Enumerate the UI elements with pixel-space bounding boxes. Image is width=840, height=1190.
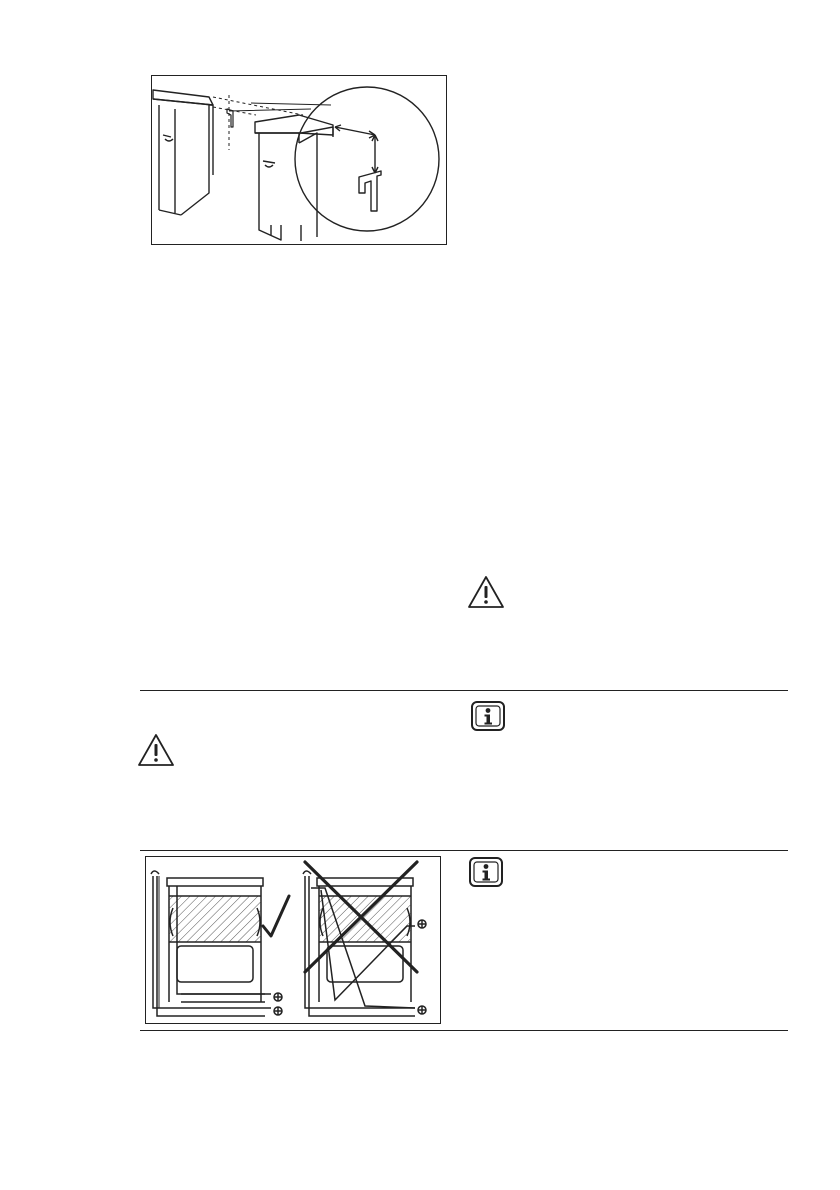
warning-triangle-icon	[466, 574, 506, 610]
anti-tilt-bracket-figure	[151, 75, 447, 245]
section-divider	[140, 850, 788, 851]
section-divider	[140, 1030, 788, 1031]
anti-tilt-bracket-illustration	[151, 75, 447, 245]
cable-routing-illustration	[145, 856, 441, 1024]
info-icon	[470, 700, 506, 732]
cable-routing-figure	[145, 856, 441, 1024]
info-icon	[468, 856, 504, 888]
section-divider	[140, 690, 788, 691]
warning-triangle-icon	[136, 732, 176, 768]
